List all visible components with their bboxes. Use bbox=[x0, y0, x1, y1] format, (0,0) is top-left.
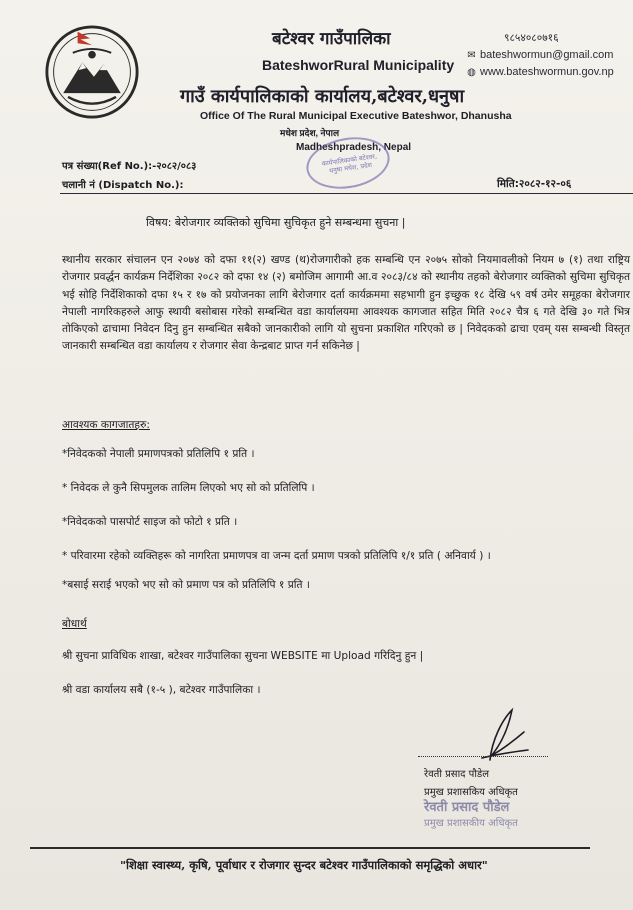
office-name-en: Office Of The Rural Municipal Executive Bateshwor, Dhanusha bbox=[200, 110, 512, 122]
signature-icon bbox=[462, 700, 532, 770]
letter-date: मिति:२०८२-१२-०६ bbox=[497, 178, 572, 190]
signatory-name: रेवती प्रसाद पौडेल bbox=[424, 769, 490, 780]
footer-divider bbox=[30, 847, 590, 849]
signatory-stamp-name: रेवती प्रसाद पौडेल bbox=[424, 800, 510, 815]
requirement-item: * परिवारमा रहेको व्यक्तिहरू को नागरिता प्रमाणपत्र वा जन्म दर्ता प्रमाण पत्रको प्रतिलिपि १/१ प्रति ( अनिवार्य ) । bbox=[62, 550, 491, 562]
dispatch-number: चलानी नं (Dispatch No.): bbox=[62, 180, 184, 191]
email-line bbox=[466, 47, 614, 64]
requirement-item: *निवेदकको पासपोर्ट साइज को फोटो १ प्रति । bbox=[62, 516, 238, 528]
signature-line bbox=[418, 756, 548, 757]
information-title: बोधार्थ bbox=[62, 618, 87, 630]
email-text: bateshwormun@gmail.com bbox=[480, 49, 614, 61]
requirement-item: *निवेदकको नेपाली प्रमाणपत्रको प्रतिलिपि १ प्रति । bbox=[62, 448, 255, 460]
footer-slogan: "शिक्षा स्वास्थ्य, कृषि, पूर्वाधार र रोजगार सुन्दर बटेश्वर गाउँपालिकाको समृद्धिको अधार" bbox=[120, 858, 488, 872]
email-icon: ✉ bbox=[467, 50, 476, 61]
phone-number: ९८५४०८०७१६ bbox=[504, 32, 559, 44]
globe-icon: ◍ bbox=[467, 67, 476, 78]
municipality-logo-icon bbox=[44, 24, 140, 120]
requirements-title: आवश्यक कागजातहरु: bbox=[62, 419, 150, 431]
requirement-item: *बसाई सराई भएको भए सो को प्रमाण पत्र को प्रतिलिपि १ प्रति । bbox=[62, 579, 310, 591]
information-item: श्री वडा कार्यालय सबै (१-५ ), बटेश्वर गाउँपालिका । bbox=[62, 684, 261, 696]
notice-body: स्थानीय सरकार संचालन एन २०७४ को दफा ११(२) खण्ड (थ)रोजगारीको हक सम्बन्धि एन २०७५ सोको नियमावलीको नियम ७ (१) तथा राष्ट्रिय रोजगार प्रवर्द्धन कार्यक्रम निर्देशिका २०८२ को दफा १४ (२) बमोजिम आगामी आ.व २०८३/८४ को स्थानीय तहको बेरोजगार व्यक्तिको सुचिमा सुचिकृत भई सोहि निर्देशिकाको दफा १५ र १७ को प्रयोजनका लागि बेरोजगार दर्ता कार्यक्रममा सहभागी हुन इच्छुक १८ देखि ५९ वर्ष उमेर समूहका बेरोजगार नेपाली नागरिकहरुले आफु स्थायी बसोबास गरेको सम्बन्धित वडा कार्यालयमा आवश्यक कागजात सहित मिति २०८२ चैत्र ६ गते देखि ३० गते भित्र तोकिएको ढाचामा निवेदन दिनु हुन सम्बन्धित सबैको जानकारीको लागि यो सुचना प्रकाशित गरिएको छ | निवेदकको ढाचा एवम् यस सम्बन्धी विस्तृत जानकारी सम्बन्धित वडा कार्यालय र रोजगार सेवा केन्द्रबाट प्राप्त गर्न सकिनेछ | bbox=[62, 254, 630, 353]
municipality-name-en: BateshworRural Municipality bbox=[262, 57, 455, 73]
signatory-stamp-title: प्रमुख प्रशासकीय अधिकृत bbox=[424, 818, 518, 829]
subject-line: विषय: बेरोजगार व्यक्तिको सुचिमा सुचिकृत हुने सम्बन्धमा सुचना | bbox=[146, 216, 406, 229]
header-divider bbox=[60, 193, 633, 194]
province-np: मधेश प्रदेश, नेपाल bbox=[280, 128, 340, 138]
website-line bbox=[466, 64, 614, 81]
signatory-title: प्रमुख प्रशासकिय अधिकृत bbox=[424, 787, 518, 798]
contact-block bbox=[466, 30, 614, 81]
province-en: Madheshpradesh, Nepal bbox=[296, 142, 412, 153]
website-text: www.bateshwormun.gov.np bbox=[480, 66, 614, 78]
reference-number: पत्र संख्या(Ref No.):-२०८२/०८३ bbox=[62, 161, 197, 172]
office-name-np: गाउँ कार्यपालिकाको कार्यालय,बटेश्वर,धनुषा bbox=[180, 86, 465, 107]
requirement-item: * निवेदक ले कुनै सिपमुलक तालिम लिएको भए सो को प्रतिलिपि । bbox=[62, 482, 315, 494]
municipality-name-np: बटेश्वर गाउँपालिका bbox=[272, 29, 391, 49]
office-stamp-text: कार्यपालिकाको बटेश्वर, धनुषा मधेश, प्रदेश bbox=[321, 152, 378, 175]
information-item: श्री सुचना प्राविधिक शाखा, बटेश्वर गाउँपालिका सुचना WEBSITE मा Upload गरिदिनु हुन | bbox=[62, 650, 424, 662]
